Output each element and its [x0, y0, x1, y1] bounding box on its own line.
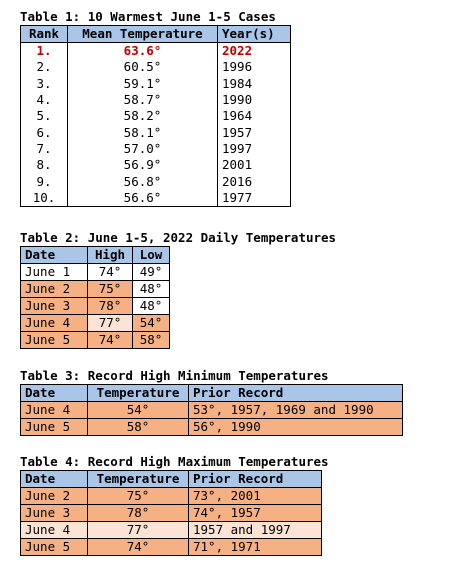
low-cell: 54° — [133, 315, 170, 332]
rank-cell: 10. — [21, 190, 68, 207]
table-header-row — [21, 247, 170, 264]
temperature-header: Temperature — [88, 385, 189, 402]
date-cell: June 5 — [21, 332, 88, 349]
prior-record-cell: 56°, 1990 — [189, 419, 403, 436]
date-cell: June 5 — [21, 419, 88, 436]
table-row — [21, 76, 291, 92]
rank-cell: 8. — [21, 157, 68, 173]
table-row — [21, 332, 170, 349]
table3-title: Table 3: Record High Minimum Temperatures — [20, 368, 329, 383]
date-cell: June 3 — [21, 298, 88, 315]
temperature-cell: 75° — [88, 488, 189, 505]
table2-block — [20, 230, 336, 349]
date-cell: June 2 — [21, 488, 88, 505]
table-row — [21, 539, 322, 556]
rank-cell: 4. — [21, 92, 68, 108]
prior-record-cell: 71°, 1971 — [189, 539, 322, 556]
table4-block — [20, 454, 329, 556]
rank-cell: 7. — [21, 141, 68, 157]
prior-record-cell: 73°, 2001 — [189, 488, 322, 505]
table-row — [21, 402, 403, 419]
high-cell: 75° — [88, 281, 133, 298]
year-cell: 2001 — [218, 157, 291, 173]
mean-cell: 56.6° — [68, 190, 218, 207]
table-row — [21, 92, 291, 108]
table-row — [21, 488, 322, 505]
temperature-header: Temperature — [88, 471, 189, 488]
table-row — [21, 522, 322, 539]
table-row — [21, 419, 403, 436]
mean-cell: 58.1° — [68, 124, 218, 140]
high-cell: 74° — [88, 264, 133, 281]
year-cell: 1990 — [218, 92, 291, 108]
table4-title: Table 4: Record High Maximum Temperatures — [20, 454, 329, 469]
mean-cell: 58.7° — [68, 92, 218, 108]
table-row — [21, 264, 170, 281]
prior-record-header: Prior Record — [189, 385, 403, 402]
low-cell: 49° — [133, 264, 170, 281]
low-header: Low — [133, 247, 170, 264]
year-cell: 2016 — [218, 173, 291, 189]
rank-cell: 6. — [21, 124, 68, 140]
year-cell: 1964 — [218, 108, 291, 124]
low-cell: 48° — [133, 298, 170, 315]
rank-cell: 2. — [21, 59, 68, 75]
table-row — [21, 141, 291, 157]
temperature-cell: 58° — [88, 419, 189, 436]
date-cell: June 3 — [21, 505, 88, 522]
mean-cell: 56.8° — [68, 173, 218, 189]
temperature-cell: 74° — [88, 539, 189, 556]
record-high-maximum-table — [20, 470, 322, 556]
date-cell: June 4 — [21, 315, 88, 332]
temperature-cell: 77° — [88, 522, 189, 539]
temperature-cell: 54° — [88, 402, 189, 419]
high-cell: 78° — [88, 298, 133, 315]
table-row — [21, 315, 170, 332]
year-cell: 2022 — [218, 43, 291, 60]
mean-cell: 58.2° — [68, 108, 218, 124]
high-header: High — [88, 247, 133, 264]
table-row — [21, 43, 291, 60]
date-header: Date — [21, 471, 88, 488]
mean-cell: 56.9° — [68, 157, 218, 173]
years-header: Year(s) — [218, 26, 291, 43]
mean-cell: 60.5° — [68, 59, 218, 75]
prior-record-header: Prior Record — [189, 471, 322, 488]
table-row — [21, 124, 291, 140]
rank-cell: 1. — [21, 43, 68, 60]
mean-cell: 63.6° — [68, 43, 218, 60]
table-row — [21, 108, 291, 124]
year-cell: 1996 — [218, 59, 291, 75]
table3-block — [20, 368, 403, 436]
mean-cell: 59.1° — [68, 76, 218, 92]
warmest-cases-table — [20, 25, 291, 207]
high-cell: 74° — [88, 332, 133, 349]
year-cell: 1984 — [218, 76, 291, 92]
mean-temperature-header: Mean Temperature — [68, 26, 218, 43]
date-cell: June 2 — [21, 281, 88, 298]
table-row — [21, 505, 322, 522]
table-header-row — [21, 26, 291, 43]
table2-title: Table 2: June 1-5, 2022 Daily Temperatures — [20, 230, 337, 245]
table-row — [21, 59, 291, 75]
prior-record-cell: 74°, 1957 — [189, 505, 322, 522]
date-header: Date — [21, 247, 88, 264]
prior-record-cell: 1957 and 1997 — [189, 522, 322, 539]
rank-cell: 3. — [21, 76, 68, 92]
year-cell: 1957 — [218, 124, 291, 140]
year-cell: 1977 — [218, 190, 291, 207]
table-row — [21, 281, 170, 298]
temperature-cell: 78° — [88, 505, 189, 522]
table-header-row — [21, 385, 403, 402]
date-cell: June 4 — [21, 402, 88, 419]
rank-cell: 5. — [21, 108, 68, 124]
prior-record-cell: 53°, 1957, 1969 and 1990 — [189, 402, 403, 419]
table-row — [21, 173, 291, 189]
mean-cell: 57.0° — [68, 141, 218, 157]
date-cell: June 1 — [21, 264, 88, 281]
date-cell: June 4 — [21, 522, 88, 539]
rank-cell: 9. — [21, 173, 68, 189]
daily-temperatures-table — [20, 246, 170, 349]
year-cell: 1997 — [218, 141, 291, 157]
date-cell: June 5 — [21, 539, 88, 556]
table1-block — [20, 9, 291, 207]
rank-header: Rank — [21, 26, 68, 43]
low-cell: 58° — [133, 332, 170, 349]
high-cell: 77° — [88, 315, 133, 332]
table-header-row — [21, 471, 322, 488]
record-high-minimum-table — [20, 384, 403, 436]
table-row — [21, 190, 291, 207]
table-row — [21, 298, 170, 315]
date-header: Date — [21, 385, 88, 402]
low-cell: 48° — [133, 281, 170, 298]
table-row — [21, 157, 291, 173]
table1-title: Table 1: 10 Warmest June 1-5 Cases — [20, 9, 276, 24]
